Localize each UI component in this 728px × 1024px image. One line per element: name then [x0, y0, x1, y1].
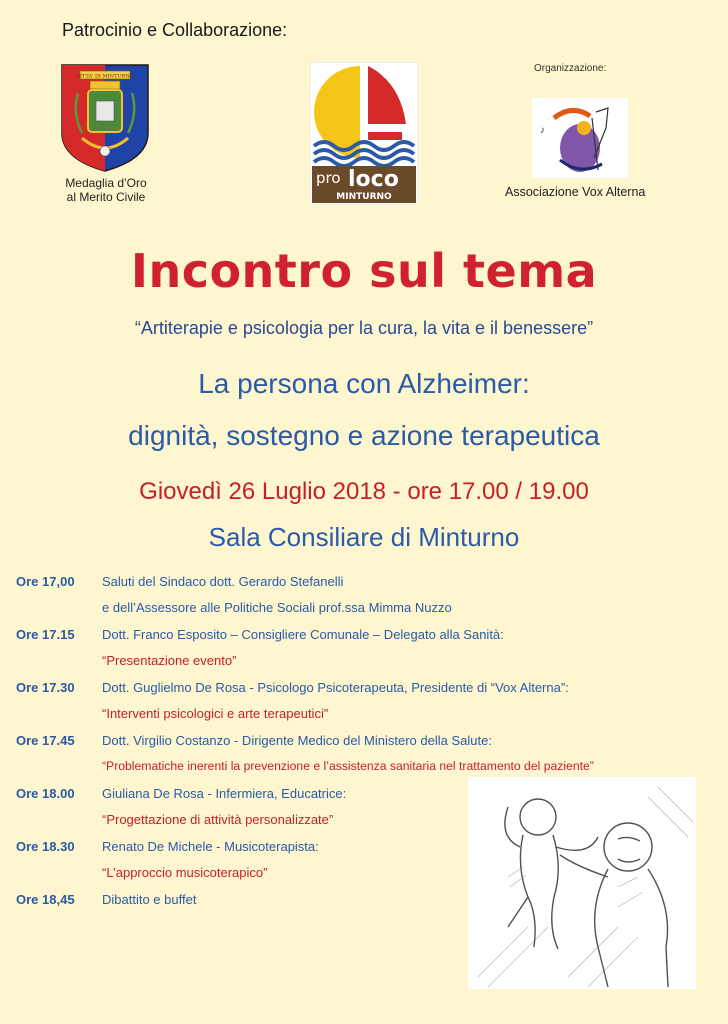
- program-text: “Progettazione di attività personalizzate”: [102, 812, 334, 827]
- event-title: Incontro sul tema: [130, 244, 598, 298]
- program-text: “Problematiche inerenti la prevenzione e l’assistenza sanitaria nel trattamento del paziente”: [102, 759, 594, 773]
- program-text: Saluti del Sindaco dott. Gerardo Stefanelli: [102, 574, 344, 589]
- program-row: [0, 706, 728, 728]
- program-text: Dott. Franco Esposito – Consigliere Comunale – Delegato alla Sanità:: [102, 627, 504, 642]
- comune-caption: [56, 176, 156, 204]
- program-time: Ore 17.30: [16, 680, 75, 695]
- elderly-man-child-sketch-image: [468, 777, 696, 989]
- program-time: Ore 18.00: [16, 786, 75, 801]
- proloco-word-pro: pro: [316, 169, 341, 187]
- event-venue: Sala Consiliare di Minturno: [208, 522, 520, 552]
- event-date: Giovedì 26 Luglio 2018 - ore 17.00 / 19.00: [139, 478, 589, 505]
- proloco-word-loco: loco: [348, 167, 399, 192]
- program-text: e dell’Assessore alle Politiche Sociali prof.ssa Mimma Nuzzo: [102, 600, 452, 615]
- topic-heading-line2: dignità, sostegno e azione terapeutica: [128, 420, 600, 451]
- event-subtitle: “Artiterapie e psicologia per la cura, la vita e il benessere”: [134, 318, 594, 338]
- program-text: Dott. Virgilio Costanzo - Dirigente Medico del Ministero della Salute:: [102, 733, 492, 748]
- program-text: “Presentazione evento”: [102, 653, 237, 668]
- program-time: Ore 17.15: [16, 627, 75, 642]
- program-row: [0, 600, 728, 622]
- vox-alterna-logo: [532, 98, 628, 178]
- proloco-minturno-logo: [310, 62, 418, 205]
- vox-alterna-caption: Associazione Vox Alterna: [505, 185, 646, 199]
- program-text: Dott. Guglielmo De Rosa - Psicologo Psicoterapeuta, Presidente di “Vox Alterna”:: [102, 680, 569, 695]
- program-time: Ore 17.45: [16, 733, 75, 748]
- program-row: [0, 627, 728, 649]
- organizzazione-label: Organizzazione:: [534, 63, 607, 74]
- comune-coat-of-arms-logo: [60, 63, 150, 173]
- proloco-word-minturno: MINTURNO: [336, 192, 392, 202]
- topic-heading-line1: La persona con Alzheimer:: [198, 368, 530, 399]
- program-row: [0, 653, 728, 675]
- program-row: [0, 574, 728, 596]
- program-row: [0, 680, 728, 702]
- comune-caption-line2: al Merito Civile: [66, 190, 146, 204]
- patrocinio-label: Patrocinio e Collaborazione:: [62, 20, 288, 40]
- svg-text:♪: ♪: [540, 125, 545, 136]
- program-time: Ore 17,00: [16, 574, 75, 589]
- program-time: Ore 18,45: [16, 892, 75, 907]
- comune-caption-line1: Medaglia d’Oro: [65, 176, 147, 190]
- program-text: “L’approccio musicoterapico”: [102, 865, 268, 880]
- program-text: Giuliana De Rosa - Infermiera, Educatrice:: [102, 786, 347, 801]
- program-time: Ore 18.30: [16, 839, 75, 854]
- program-row: [0, 733, 728, 755]
- program-text: “Interventi psicologici e arte terapeutici”: [102, 706, 329, 721]
- coat-shield-text: CITTA' DI MINTURNO: [76, 73, 134, 80]
- program-text: Renato De Michele - Musicoterapista:: [102, 839, 319, 854]
- program-text: Dibattito e buffet: [102, 892, 197, 907]
